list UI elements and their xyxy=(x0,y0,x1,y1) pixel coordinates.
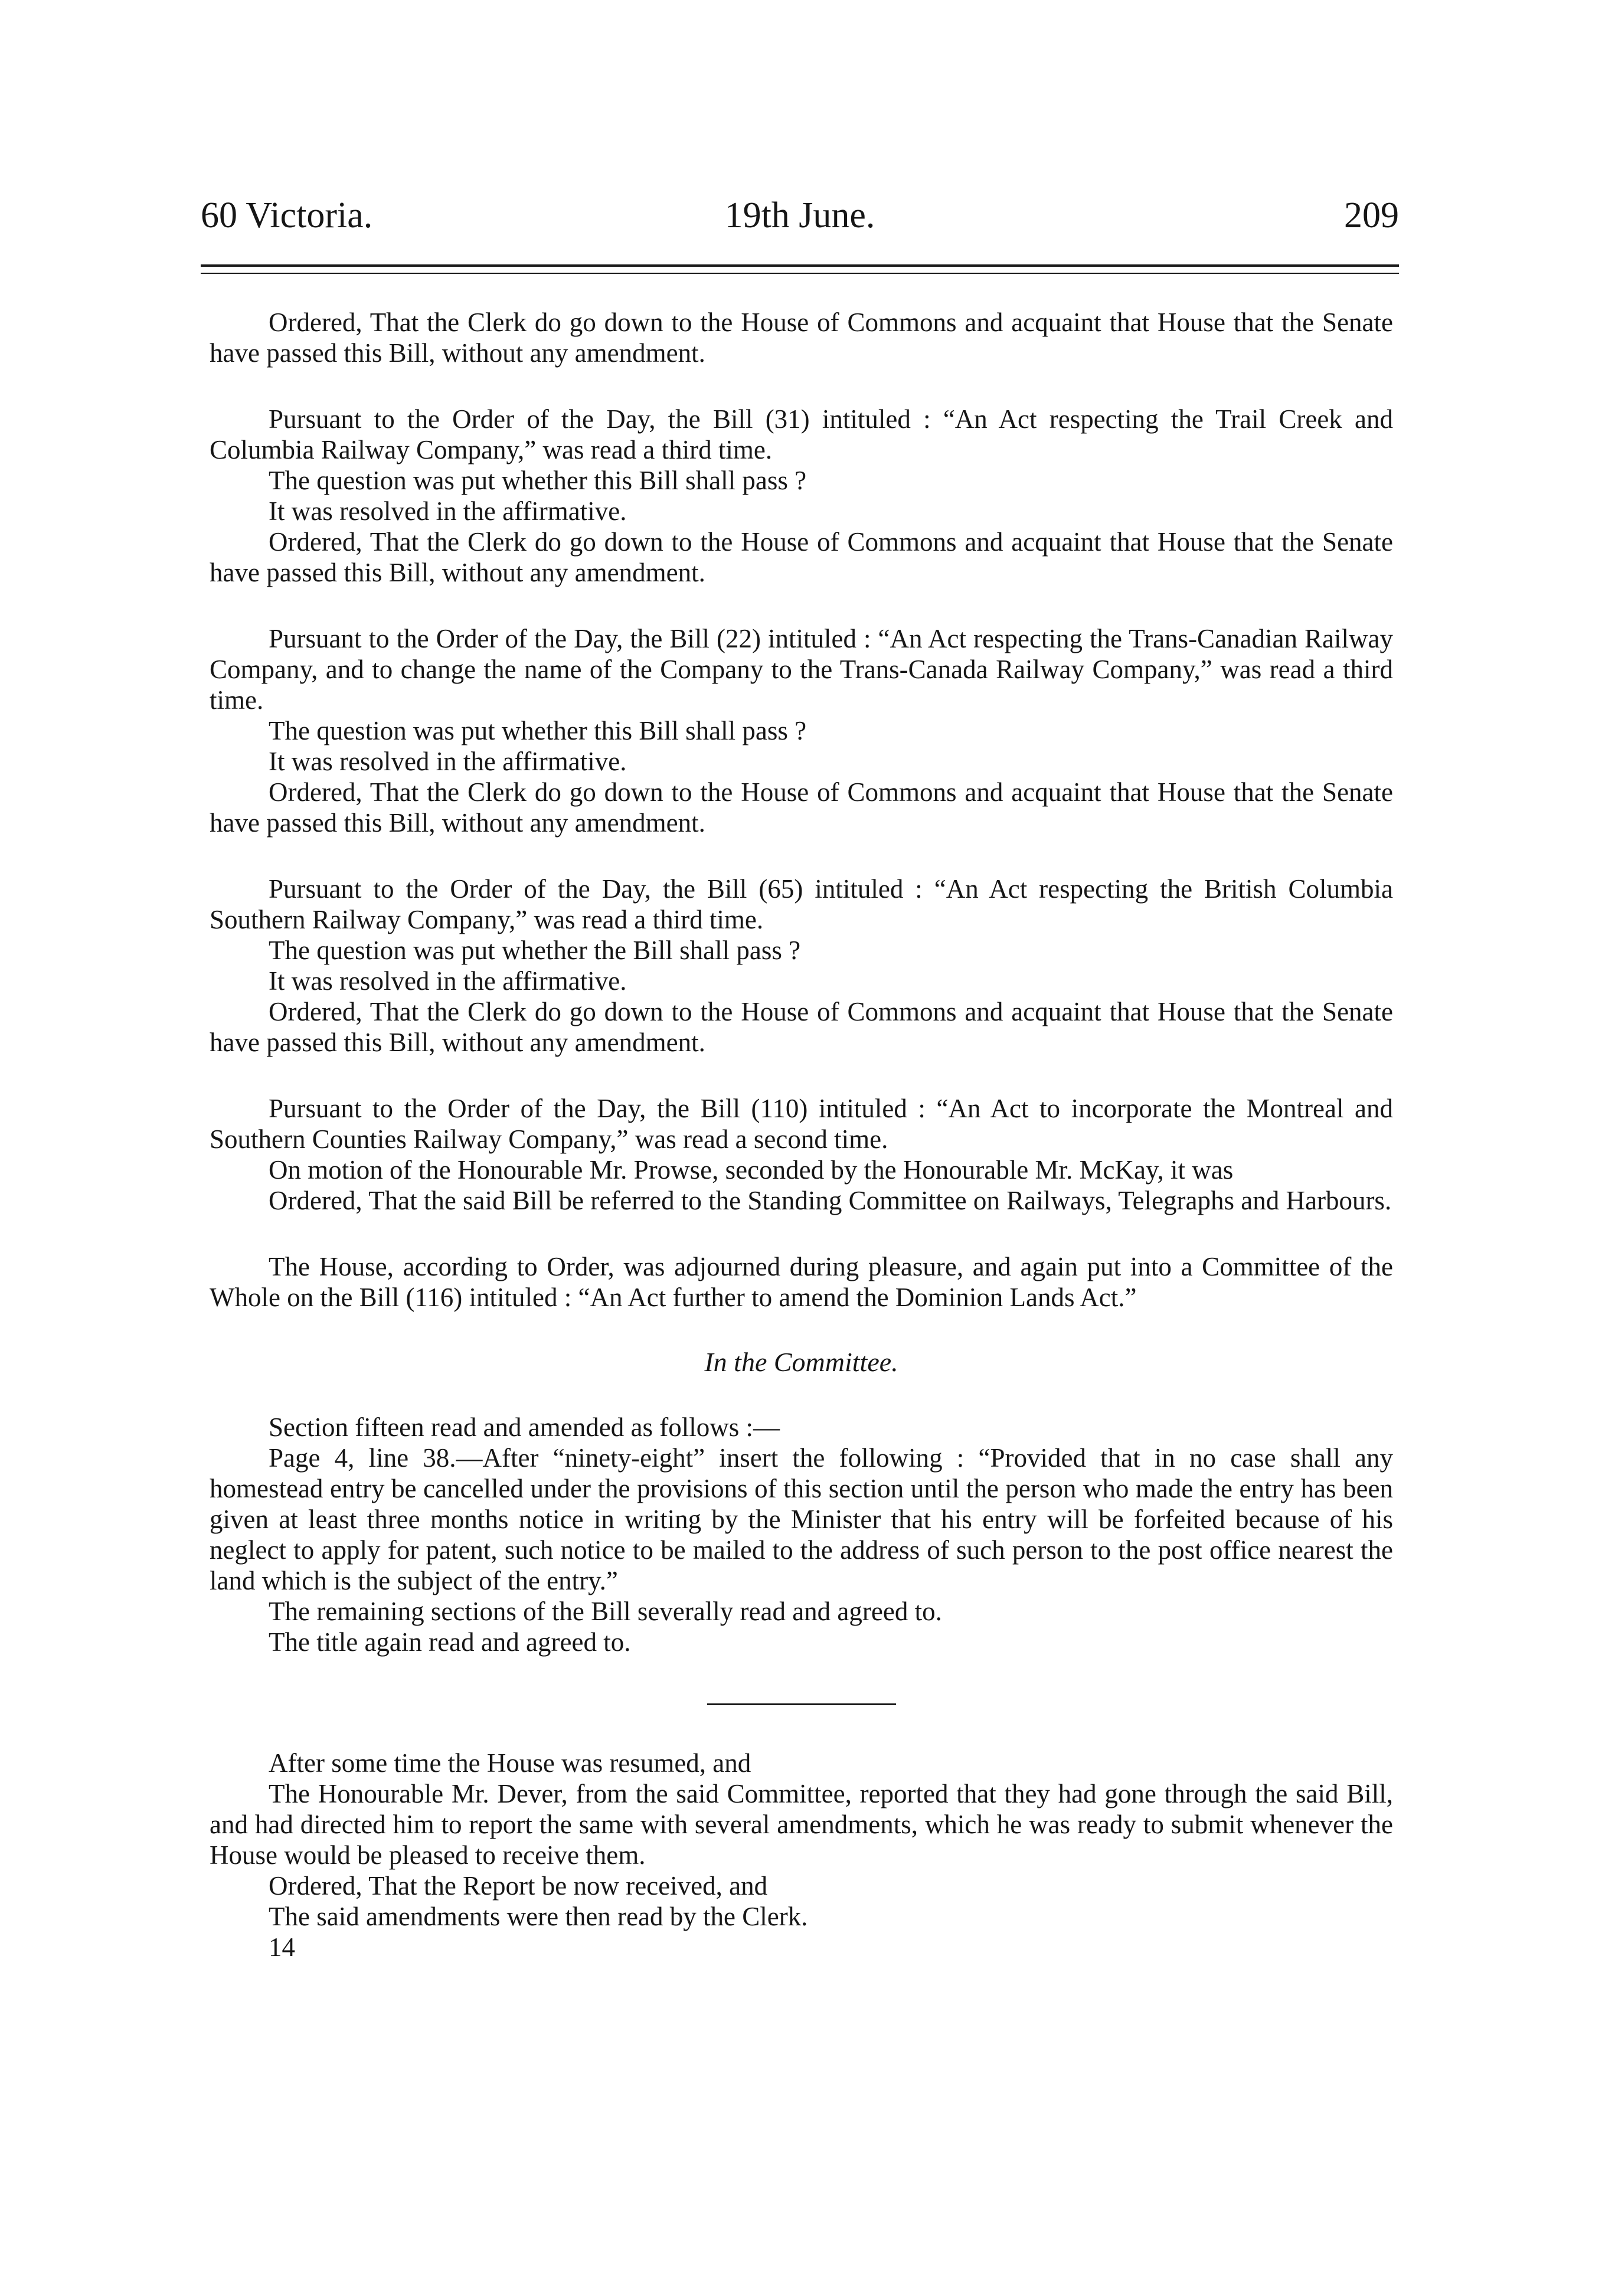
section-bill-110 xyxy=(210,1093,1393,1216)
paragraph: The question was put whether the Bill shall pass ? xyxy=(269,936,801,965)
paragraph: The title again read and agreed to. xyxy=(269,1627,631,1657)
section-divider xyxy=(707,1703,896,1705)
section-bill-31 xyxy=(210,404,1393,588)
header-rule-thin xyxy=(201,273,1399,274)
section-previous-bill xyxy=(210,307,1393,368)
paragraph: The remaining sections of the Bill severally read and agreed to. xyxy=(269,1597,942,1626)
paragraph: The House, according to Order, was adjourned during pleasure, and again put into a Committee of the Whole on the Bill (116) intituled : “An Act further to amend the Dominion Lands Act.” xyxy=(210,1252,1393,1312)
paragraph: Pursuant to the Order of the Day, the Bill (22) intituled : “An Act respecting the Trans-Canadian Railway Company, and to change the name of the Company to the Trans-Canada Railway Company,” was read a third time. xyxy=(210,624,1393,715)
section-bill-116 xyxy=(210,1251,1393,1657)
paragraph: The question was put whether this Bill shall pass ? xyxy=(269,716,807,745)
paragraph: After some time the House was resumed, and xyxy=(269,1748,751,1778)
page-number: 209 xyxy=(1344,195,1399,236)
section-report xyxy=(210,1748,1393,1963)
amendment-text: Page 4, line 38.—After “ninety-eight” insert the following : “Provided that in no case shall any homestead entry be cancelled under the provisions of this section until the person who made the entry has been given at least three months notice in writing by the Minister that his entry will be forfeited because of his neglect to apply for patent, such notice to be mailed to the address of such person to the post office nearest the land which is the subject of the entry.” xyxy=(210,1443,1393,1595)
header-date: 19th June. xyxy=(724,195,875,236)
section-bill-65 xyxy=(210,874,1393,1058)
paragraph: Section fifteen read and amended as follows :— xyxy=(269,1412,780,1442)
paragraph: It was resolved in the affirmative. xyxy=(269,747,627,776)
paragraph: Pursuant to the Order of the Day, the Bill (65) intituled : “An Act respecting the British Columbia Southern Railway Company,” was read a third time. xyxy=(210,874,1393,934)
header-session: 60 Victoria. xyxy=(201,195,373,236)
paragraph: On motion of the Honourable Mr. Prowse, seconded by the Honourable Mr. McKay, it was xyxy=(269,1155,1234,1185)
paragraph: Ordered, That the Clerk do go down to the House of Commons and acquaint that House that the Senate have passed this Bill, without any amendment. xyxy=(210,308,1393,368)
paragraph: Ordered, That the Report be now received, and xyxy=(269,1871,768,1901)
paragraph: Ordered, That the Clerk do go down to the House of Commons and acquaint that House that the Senate have passed this Bill, without any amendment. xyxy=(210,777,1393,838)
paragraph: It was resolved in the affirmative. xyxy=(269,966,627,996)
signature-mark: 14 xyxy=(269,1932,295,1962)
paragraph: It was resolved in the affirmative. xyxy=(269,496,627,526)
paragraph: The said amendments were then read by the Clerk. xyxy=(269,1902,808,1931)
paragraph: The Honourable Mr. Dever, from the said Committee, reported that they had gone through the said Bill, and had directed him to report the same with several amendments, which he was ready to submit whenever the House would be pleased to receive them. xyxy=(210,1779,1393,1870)
journal-body xyxy=(210,307,1393,1963)
paragraph: Ordered, That the Clerk do go down to the House of Commons and acquaint that House that the Senate have passed this Bill, without any amendment. xyxy=(210,527,1393,587)
paragraph: Ordered, That the said Bill be referred to the Standing Committee on Railways, Telegraphs and Harbours. xyxy=(269,1186,1392,1215)
paragraph: The question was put whether this Bill shall pass ? xyxy=(269,466,807,495)
paragraph: Ordered, That the Clerk do go down to the House of Commons and acquaint that House that the Senate have passed this Bill, without any amendment. xyxy=(210,997,1393,1057)
paragraph: Pursuant to the Order of the Day, the Bill (110) intituled : “An Act to incorporate the Montreal and Southern Counties Railway Company,” was read a second time. xyxy=(210,1094,1393,1154)
running-header xyxy=(201,189,1399,242)
paragraph: Pursuant to the Order of the Day, the Bill (31) intituled : “An Act respecting the Trail Creek and Columbia Railway Company,” was read a third time. xyxy=(210,404,1393,465)
section-bill-22 xyxy=(210,623,1393,838)
header-rule-thick xyxy=(201,264,1399,267)
committee-heading: In the Committee. xyxy=(704,1347,898,1377)
